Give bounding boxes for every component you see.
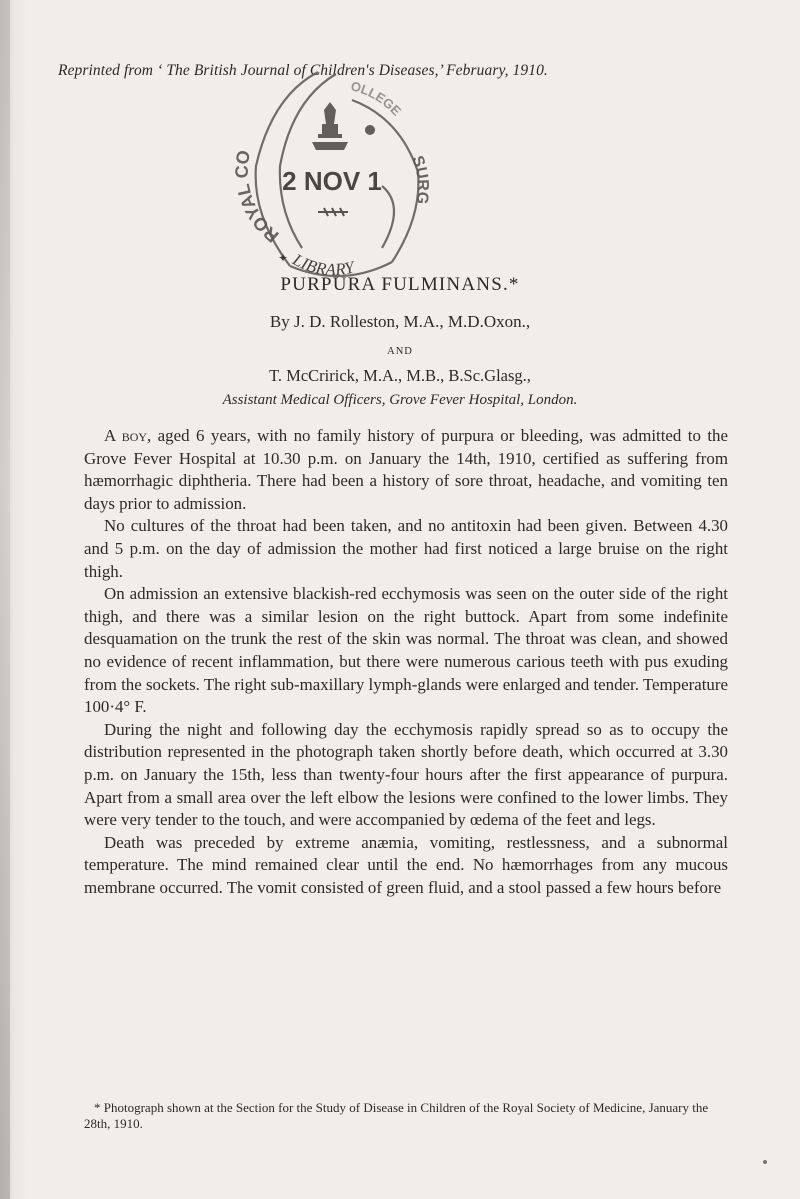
paragraph-lead: A boy bbox=[104, 426, 148, 445]
crest-icon bbox=[312, 102, 375, 150]
star-icon: ✦ bbox=[278, 251, 289, 265]
paragraph-1-text: , aged 6 years, with no family history of purpura or bleeding, was admitted to the Grove Fever Hospital at 10.30 p.m. on January the 14th, 1910, certified as suffering from hæmorrhagic diphtheria. There had been a history of sore throat, headache, and vomiting ten days prior to admission. bbox=[84, 426, 728, 513]
ink-speck bbox=[763, 1160, 767, 1164]
author-byline: By J. D. Rolleston, M.A., M.D.Oxon., bbox=[269, 312, 531, 331]
paragraph-4: During the night and following day the ecchymosis rapidly spread so as to occupy the distribution represented in the photograph taken shortly before death, which occurred at 3.30 p.m. on January the 15th, less than twenty-four hours after the first appearance of purpura. Apart from a small area over the left elbow the lesions were confined to the lower limbs. They were very tender to the touch, and were accompanied by œdema of the feet and legs. bbox=[84, 719, 728, 830]
article-body bbox=[84, 425, 728, 899]
reprint-header: Reprinted from ‘ The British Journal of Children's Diseases,’ February, 1910. bbox=[58, 62, 548, 79]
stamp-bottom-text: LIBRARY bbox=[289, 249, 356, 280]
library-stamp bbox=[232, 66, 432, 288]
footnote: * Photograph shown at the Section for the Study of Disease in Children of the Royal Society of Medicine, January the 28th, 1910. bbox=[84, 1100, 709, 1131]
affiliation-line: Assistant Medical Officers, Grove Fever Hospital, London. bbox=[222, 392, 578, 408]
binding-edge-shadow bbox=[0, 0, 10, 1199]
stamp-ornament-icon bbox=[318, 208, 348, 216]
stamp-right-text: SURG bbox=[408, 153, 432, 206]
paragraph-3: On admission an extensive blackish-red ecchymosis was seen on the outer side of the right thigh, and there was a similar lesion on the right buttock. Apart from some indefinite desquamation on the trunk the rest of the skin was normal. The throat was clean, and showed no evidence of recent inflammation, but there were numerous carious teeth with pus exuding from the sockets. The right sub-maxillary lymph-glands were enlarged and tender. Temperature 100·4° F. bbox=[84, 584, 728, 717]
and-separator: AND bbox=[387, 346, 413, 357]
article-title: PURPURA FULMINANS.* bbox=[280, 274, 520, 295]
paragraph-1 bbox=[84, 425, 728, 515]
stamp-date: 2 NOV 1 bbox=[282, 166, 382, 196]
coauthor-line: T. McCririck, M.A., M.B., B.Sc.Glasg., bbox=[269, 366, 531, 385]
stamp-topright-text: OLLEGE bbox=[349, 78, 405, 119]
paragraph-2: No cultures of the throat had been taken, and no antitoxin had been given. Between 4.30 and 5 p.m. on the day of admission the mother had first noticed a large bruise on the right thigh. bbox=[84, 516, 728, 581]
paragraph-5: Death was preceded by extreme anæmia, vomiting, restlessness, and a subnormal temperature. The mind remained clear until the end. No hæmorrhages from any mucous membrane occurred. The vomit consisted of green fluid, and a stool passed a few hours before bbox=[84, 832, 728, 897]
stamp-left-text: ROYAL CO bbox=[232, 148, 283, 247]
